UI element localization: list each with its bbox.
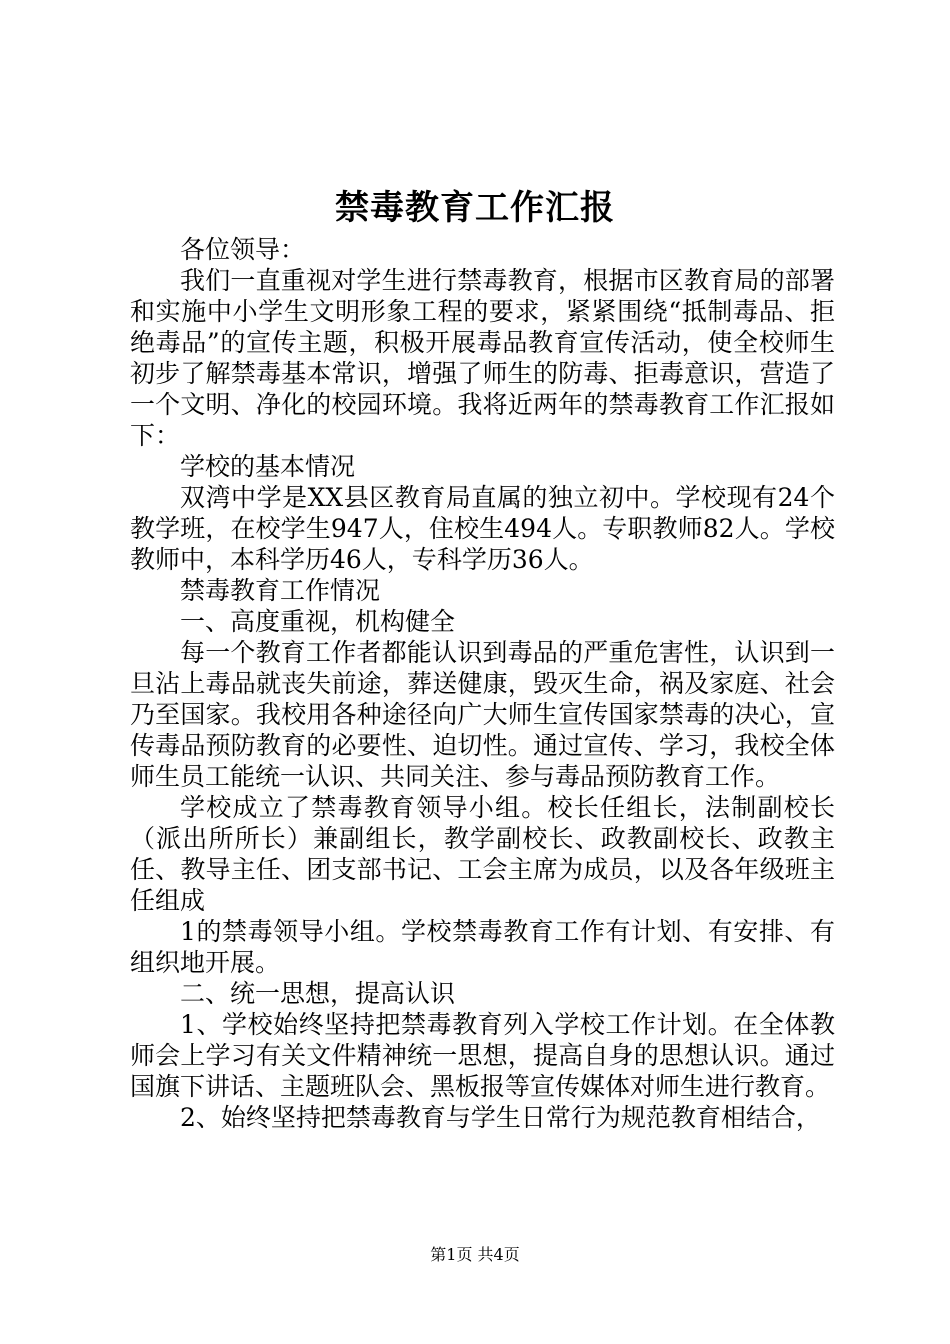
paragraph-item-2: 2、始终坚持把禁毒教育与学生日常行为规范教育相结合，	[180, 1103, 821, 1132]
salutation: 各位领导：	[180, 235, 306, 264]
paragraph-leadership-continued: 1的禁毒领导小组。学校禁毒教育工作有计划、有安排、有组织地开展。	[130, 917, 835, 977]
subheading-2: 二、统一思想，提高认识	[180, 979, 456, 1008]
section-heading-basic-info: 学校的基本情况	[180, 452, 356, 481]
paragraph-item-1: 1、学校始终坚持把禁毒教育列入学校工作计划。在全体教师会上学习有关文件精神统一思想，提高自身的思想认识。通过国旗下讲话、主题班队会、黑板报等宣传媒体对师生进行教育。	[130, 1010, 835, 1101]
paragraph-awareness: 每一个教育工作者都能认识到毒品的严重危害性，认识到一旦沾上毒品就丧失前途，葬送健康，毁灭生命，祸及家庭、社会乃至国家。我校用各种途径向广大师生宣传国家禁毒的决心，宣传毒品预防教育的必要性、迫切性。通过宣传、学习，我校全体师生员工能统一认识、共同关注、参与毒品预防教育工作。	[130, 638, 835, 791]
paragraph-leadership-group: 学校成立了禁毒教育领导小组。校长任组长，法制副校长（派出所所长）兼副组长，教学副校长、政教副校长、政教主任、教导主任、团支部书记、工会主席为成员，以及各年级班主任组成	[130, 793, 835, 915]
section-heading-work-status: 禁毒教育工作情况	[180, 576, 381, 605]
paragraph-school-info: 双湾中学是XX县区教育局直属的独立初中。学校现有24个教学班，在校学生947人，住校生494人。专职教师82人。学校教师中，本科学历46人，专科学历36人。	[130, 483, 835, 574]
paragraph-intro: 我们一直重视对学生进行禁毒教育，根据市区教育局的部署和实施中小学生文明形象工程的要求，紧紧围绕“抵制毒品、拒绝毒品”的宣传主题，积极开展毒品教育宣传活动，使全校师生初步了解禁毒基本常识，增强了师生的防毒、拒毒意识，营造了一个文明、净化的校园环境。我将近两年的禁毒教育工作汇报如下：	[130, 266, 835, 450]
page-footer: 第1页 共4页	[430, 1245, 520, 1264]
document-title: 禁毒教育工作汇报	[335, 188, 615, 228]
document-body	[130, 234, 835, 1133]
subheading-1: 一、高度重视，机构健全	[180, 607, 456, 636]
